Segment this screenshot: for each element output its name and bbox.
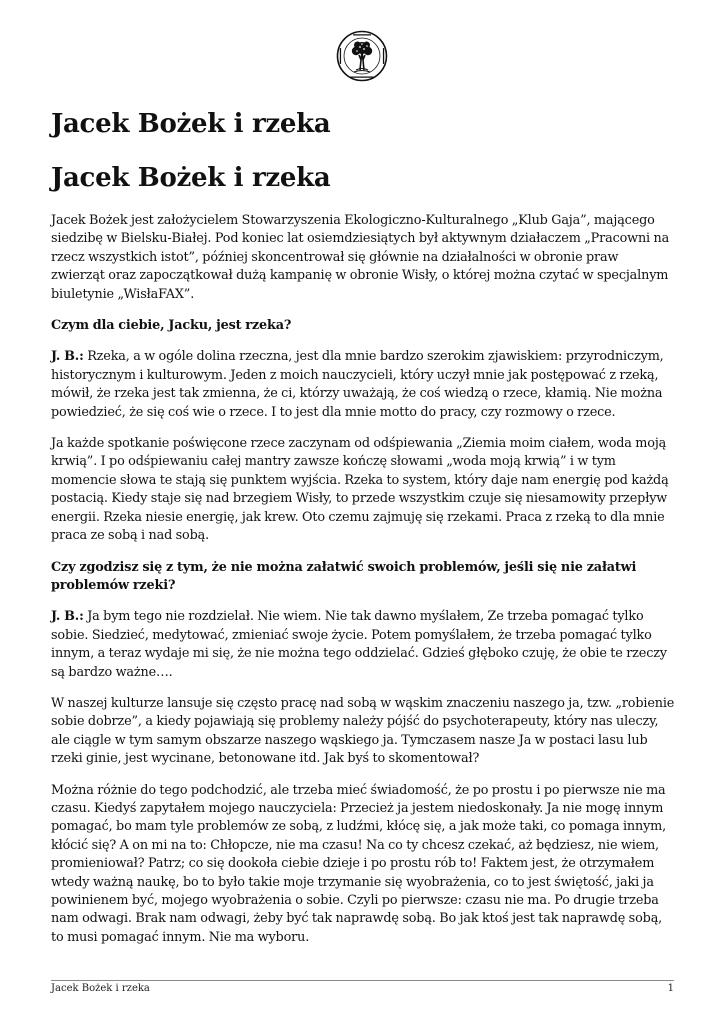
tree-seal-icon [336,30,388,82]
interview-question-1: Czym dla ciebie, Jacku, jest rzeka? [51,318,292,334]
page-number: 1 [667,983,674,994]
footer-title: Jacek Bożek i rzeka [51,983,150,994]
speaker-label: J. B.: [51,609,84,625]
interview-question-2: Czy zgodzisz się z tym, że nie można załatwić swoich problemów, jeśli się nie załatwi problemów rzeki? [51,559,637,593]
intro-paragraph: Jacek Bożek jest założycielem Stowarzyszenia Ekologiczno-Kulturalnego „Klub Gaja”, mającego siedzibę w Bielsku-Białej. Pod koniec lat osiemdziesiątych był aktywnym działaczem „Pracowni na rzecz wszystkich istot”, później skoncentrował się głównie na działalności w obronie praw zwierząt oraz zapoczątkował dużą kampanię w obronie Wisły, o której można czytać w specjalnym biuletynie „WisłaFAX”. [51,213,670,302]
article-heading: Jacek Bożek i rzeka [51,163,331,193]
article [51,104,675,960]
answer-text: Ja bym tego nie rozdzielał. Nie wiem. Nie tak dawno myślałem, Ze trzeba pomagać tylko sobie. Siedzieć, medytować, zmieniać swoje życie. Potem pomyślałem, że trzeba pomagać tylko innym, a teraz wydaje mi się, że nie można tego oddzielać. Gdzieś głęboko czuję, że obie te rzeczy są bardzo ważne…. [51,609,667,680]
footer-divider [51,980,674,981]
answer-paragraph-4: Można różnie do tego podchodzić, ale trzeba mieć świadomość, że po prostu i po pierwsze nie ma czasu. Kiedyś zapytałem mojego nauczyciela: Przecież ja jestem niedoskonały. Ja nie mogę innym pomagać, bo mam tyle problemów ze sobą, z ludźmi, kłócę się, a jak może taki, co pomaga innym, kłócić się? A on mi na to: Chłopcze, nie ma czasu! Na co ty chcesz czekać, aż będziesz, nie wiem, promieniował? Patrz; co się dookoła ciebie dzieje i po prostu rób to! Faktem jest, że otrzymałem wtedy ważną naukę, bo to było takie moje trzymanie się wyobrażenia, co to jest świętość, jaki ja powinienem być, mojego wyobrażenia o sobie. Czyli po pierwsze: czasu nie ma. Po drugie trzeba nam odwagi. Brak nam odwagi, żeby być tak naprawdę sobą. Bo jak ktoś jest tak naprawdę sobą, to musi pomagać innym. Nie ma wyboru. [51,782,667,945]
speaker-label: J. B.: [51,349,84,365]
answer-paragraph-2: Ja każde spotkanie poświęcone rzece zaczynam od odśpiewania „Ziemia moim ciałem, woda moją krwią”. I po odśpiewaniu całej mantry zawsze kończę słowami „woda moją krwią” i w tym momencie słowa te stają się punktem wyjścia. Rzeka to system, który daje nam energię pod każdą postacią. Kiedy staje się nad brzegiem Wisły, to przede wszystkim czuje się niesamowity przepływ energii. Rzeka niesie energię, jak krew. Oto czemu zajmuję się rzekami. Praca z rzeką to dla mnie praca ze sobą i nad sobą. [51,436,669,544]
answer-text: Rzeka, a w ogóle dolina rzeczna, jest dla mnie bardzo szerokim zjawiskiem: przyrodniczym, historycznym i kulturowym. Jeden z moich nauczycieli, który uczył mnie jak postępować z rzeką, mówił, że rzeka jest tak zmienna, że ci, którzy uważają, że coś wiedzą o rzece, kłamią. Nie można powiedzieć, że się coś wie o rzece. I to jest dla mnie motto do pracy, czy rozmowy o rzece. [51,349,664,420]
answer-paragraph-1 [51,348,675,422]
pracownia-logo [336,30,388,82]
answer-paragraph-3 [51,608,675,682]
document-title: Jacek Bożek i rzeka [51,109,331,139]
interview-question-3: W naszej kulturze lansuje się często pracę nad sobą w wąskim znaczeniu naszego ja, tzw. „robienie sobie dobrze”, a kiedy pojawiają się problemy należy pójść do psychoterapeuty, który nas uleczy, ale ciągle w tym samym obszarze naszego wąskiego ja. Tymczasem nasze Ja w postaci lasu lub rzeki ginie, jest wycinane, betonowane itd. Jak byś to skomentował? [51,695,675,767]
